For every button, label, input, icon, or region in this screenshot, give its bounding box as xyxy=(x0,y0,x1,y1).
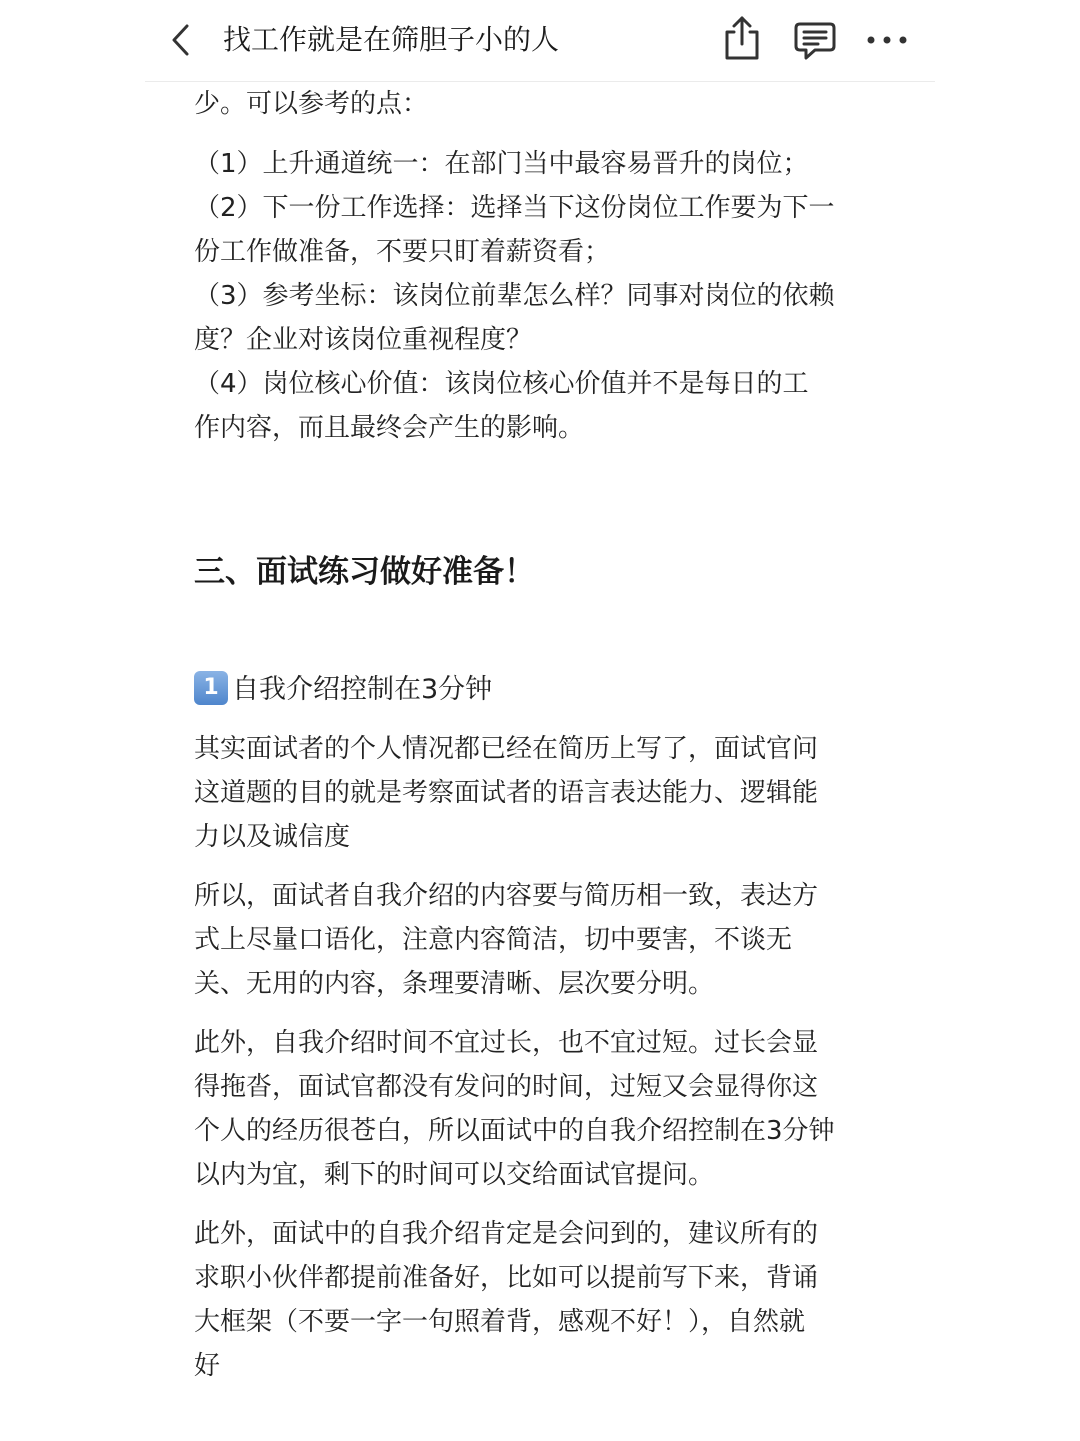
text-line: （4）岗位核心价值：该岗位核心价值并不是每日的工 xyxy=(194,369,809,399)
text-line: （1）上升通道统一：在部门当中最容易晋升的岗位； xyxy=(194,149,809,179)
comment-button[interactable] xyxy=(793,18,837,62)
text-line: 所以，面试者自我介绍的内容要与简历相一致，表达方 xyxy=(194,881,819,911)
text-line: 关、无用的内容，条理要清晰、层次要分明。 xyxy=(194,969,715,999)
text-line: 力以及诚信度 xyxy=(194,822,351,852)
text-line: 大框架（不要一字一句照着背，感观不好！），自然就 xyxy=(194,1307,806,1337)
text-line: 好 xyxy=(194,1351,221,1381)
text-line: 度？企业对该岗位重视程度？ xyxy=(194,325,533,355)
text-line: 此外，自我介绍时间不宜过长，也不宜过短。过长会显 xyxy=(194,1028,819,1058)
text-line: 式上尽量口语化，注意内容简洁，切中要害，不谈无 xyxy=(194,925,793,955)
text-line: 这道题的目的就是考察面试者的语言表达能力、逻辑能 xyxy=(194,778,819,808)
page-title: 找工作就是在筛胆子小的人 xyxy=(223,23,560,56)
text-line: 求职小伙伴都提前准备好，比如可以提前写下来，背诵 xyxy=(194,1263,819,1293)
comment-icon xyxy=(793,18,837,62)
text-line: （3）参考坐标：该岗位前辈怎么样？同事对岗位的依赖 xyxy=(194,281,835,311)
section-heading: 三、面试练习做好准备！ xyxy=(194,554,535,590)
text-line: 少。可以参考的点： xyxy=(194,89,429,119)
point-heading xyxy=(194,668,492,712)
text-line: （2）下一份工作选择：选择当下这份岗位工作要为下一 xyxy=(194,193,835,223)
share-icon xyxy=(721,14,763,62)
chevron-left-icon xyxy=(163,20,199,60)
back-button[interactable] xyxy=(163,20,199,60)
text-line: 以内为宜，剩下的时间可以交给面试官提问。 xyxy=(194,1160,715,1190)
text-line: 得拖沓，面试官都没有发问的时间，过短又会显得你这 xyxy=(194,1072,819,1102)
top-nav-bar xyxy=(145,0,935,82)
more-icon xyxy=(865,24,909,56)
text-line: 此外，面试中的自我介绍肯定是会问到的，建议所有的 xyxy=(194,1219,819,1249)
text-line: 作内容，而且最终会产生的影响。 xyxy=(194,413,585,443)
point-heading-text: 自我介绍控制在3分钟 xyxy=(232,674,493,705)
more-button[interactable] xyxy=(865,24,909,56)
share-button[interactable] xyxy=(721,14,763,62)
text-line: 个人的经历很苍白，所以面试中的自我介绍控制在3分钟 xyxy=(194,1116,835,1146)
keycap-one-icon: 1 xyxy=(194,671,228,705)
text-line: 其实面试者的个人情况都已经在简历上写了，面试官问 xyxy=(194,734,819,764)
text-line: 份工作做准备，不要只盯着薪资看； xyxy=(194,237,611,267)
